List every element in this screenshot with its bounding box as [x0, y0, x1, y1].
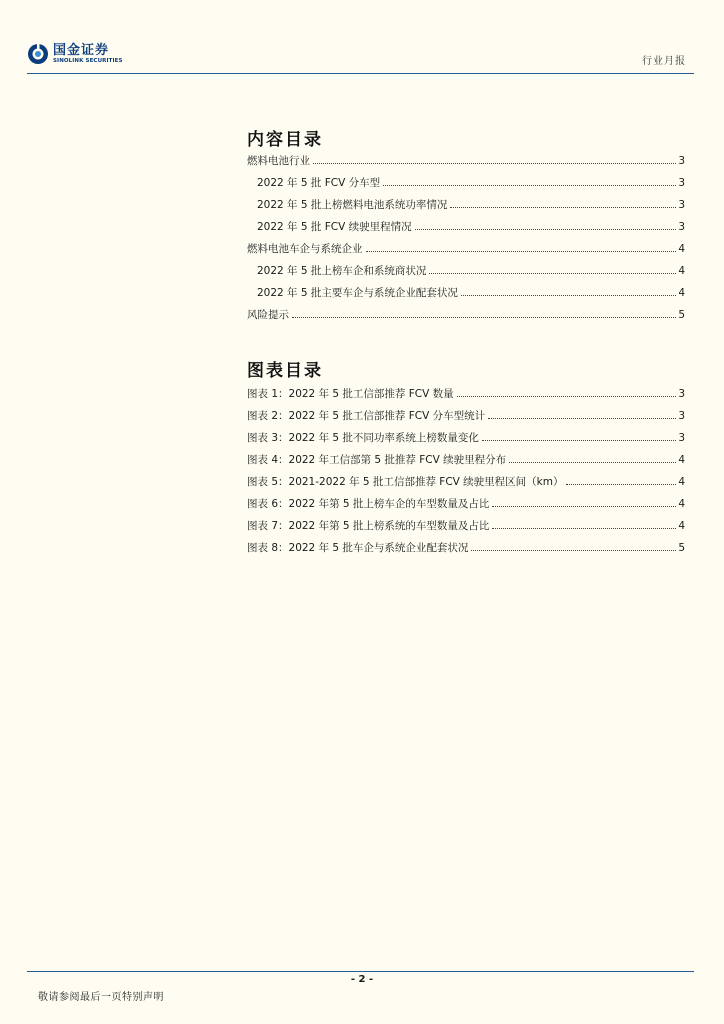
toc-entry-label: 2022 年 5 批上榜燃料电池系统功率情况: [257, 199, 448, 211]
figure-entry-5[interactable]: [247, 473, 685, 489]
figure-entry-page: 4: [678, 454, 685, 466]
toc-entry-page: 4: [678, 287, 685, 299]
toc-leader: [566, 483, 676, 485]
toc-entry-page: 3: [678, 221, 685, 233]
toc-leader: [429, 272, 676, 274]
toc-leader: [492, 527, 676, 529]
figure-entry-label: 图表 1：2022 年 5 批工信部推荐 FCV 数量: [247, 388, 454, 400]
page-number: - 2 -: [350, 974, 374, 985]
toc-leader: [450, 206, 676, 208]
sinolink-logo-icon: [27, 43, 49, 65]
figure-entry-label: 图表 8：2022 年 5 批车企与系统企业配套状况: [247, 542, 469, 554]
toc-entry-label: 2022 年 5 批 FCV 续驶里程情况: [257, 221, 412, 233]
toc-leader: [461, 294, 676, 296]
toc-entry-page: 4: [678, 243, 685, 255]
toc-leader: [457, 395, 677, 397]
footer-disclaimer: 敬请参阅最后一页特别声明: [38, 992, 164, 1003]
figure-entry-8[interactable]: [247, 539, 685, 555]
toc-entry-label: 2022 年 5 批主要车企与系统企业配套状况: [257, 287, 458, 299]
figure-entry-4[interactable]: [247, 451, 685, 467]
toc-entry-driving-range[interactable]: [247, 218, 685, 234]
toc-entry-page: 3: [678, 155, 685, 167]
figure-entry-label: 图表 5：2021-2022 年 5 批工信部推荐 FCV 续驶里程区间（km）: [247, 476, 564, 488]
toc-leader: [313, 162, 676, 164]
footer-divider: [27, 971, 694, 972]
toc-entry-page: 5: [678, 309, 685, 321]
figure-entry-page: 3: [678, 432, 685, 444]
page-header: [0, 0, 724, 75]
toc-leader: [482, 439, 676, 441]
figure-entry-page: 3: [678, 388, 685, 400]
toc-leader: [415, 228, 677, 230]
toc-entry-label: 2022 年 5 批上榜车企和系统商状况: [257, 265, 427, 277]
toc-entry-label: 2022 年 5 批 FCV 分车型: [257, 177, 381, 189]
figures-title: 图表目录: [247, 361, 323, 381]
logo-english-name: SINOLINK SECURITIES: [53, 57, 123, 64]
toc-entry-listed-companies[interactable]: [247, 262, 685, 278]
toc-entry-fcv-by-type[interactable]: [247, 174, 685, 190]
toc-leader: [488, 417, 676, 419]
figure-entry-page: 4: [678, 476, 685, 488]
toc-entry-label: 燃料电池行业: [247, 155, 310, 167]
figure-entry-label: 图表 6：2022 年第 5 批上榜车企的车型数量及占比: [247, 498, 490, 510]
toc-leader: [471, 549, 676, 551]
figure-entry-label: 图表 2：2022 年 5 批工信部推荐 FCV 分车型统计: [247, 410, 486, 422]
figure-entry-label: 图表 4：2022 年工信部第 5 批推荐 FCV 续驶里程分布: [247, 454, 507, 466]
figure-entry-1[interactable]: [247, 385, 685, 401]
figure-entry-6[interactable]: [247, 495, 685, 511]
toc-leader: [292, 316, 676, 318]
figure-entry-label: 图表 7：2022 年第 5 批上榜系统的车型数量及占比: [247, 520, 490, 532]
contents-title: 内容目录: [247, 130, 323, 150]
figure-entry-7[interactable]: [247, 517, 685, 533]
toc-entry-fuel-cell-industry[interactable]: [247, 152, 685, 168]
toc-leader: [383, 184, 676, 186]
toc-entry-page: 4: [678, 265, 685, 277]
figure-entry-page: 4: [678, 498, 685, 510]
toc-leader: [366, 250, 677, 252]
figure-entry-page: 3: [678, 410, 685, 422]
report-type-label: 行业月报: [642, 56, 686, 67]
figure-entry-label: 图表 3：2022 年 5 批不同功率系统上榜数量变化: [247, 432, 479, 444]
toc-leader: [509, 461, 676, 463]
header-divider: [27, 73, 694, 74]
toc-entry-supply-matching[interactable]: [247, 284, 685, 300]
logo-chinese-name: 国金证券: [53, 42, 110, 58]
toc-entry-label: 风险提示: [247, 309, 289, 321]
toc-entry-system-power[interactable]: [247, 196, 685, 212]
toc-entry-automakers-systems[interactable]: [247, 240, 685, 256]
company-logo: [27, 40, 123, 68]
figure-entry-page: 5: [678, 542, 685, 554]
toc-entry-page: 3: [678, 199, 685, 211]
figure-entry-2[interactable]: [247, 407, 685, 423]
toc-leader: [492, 505, 676, 507]
toc-entry-label: 燃料电池车企与系统企业: [247, 243, 363, 255]
figure-entry-page: 4: [678, 520, 685, 532]
toc-entry-risk-warning[interactable]: [247, 306, 685, 322]
toc-entry-page: 3: [678, 177, 685, 189]
figure-entry-3[interactable]: [247, 429, 685, 445]
